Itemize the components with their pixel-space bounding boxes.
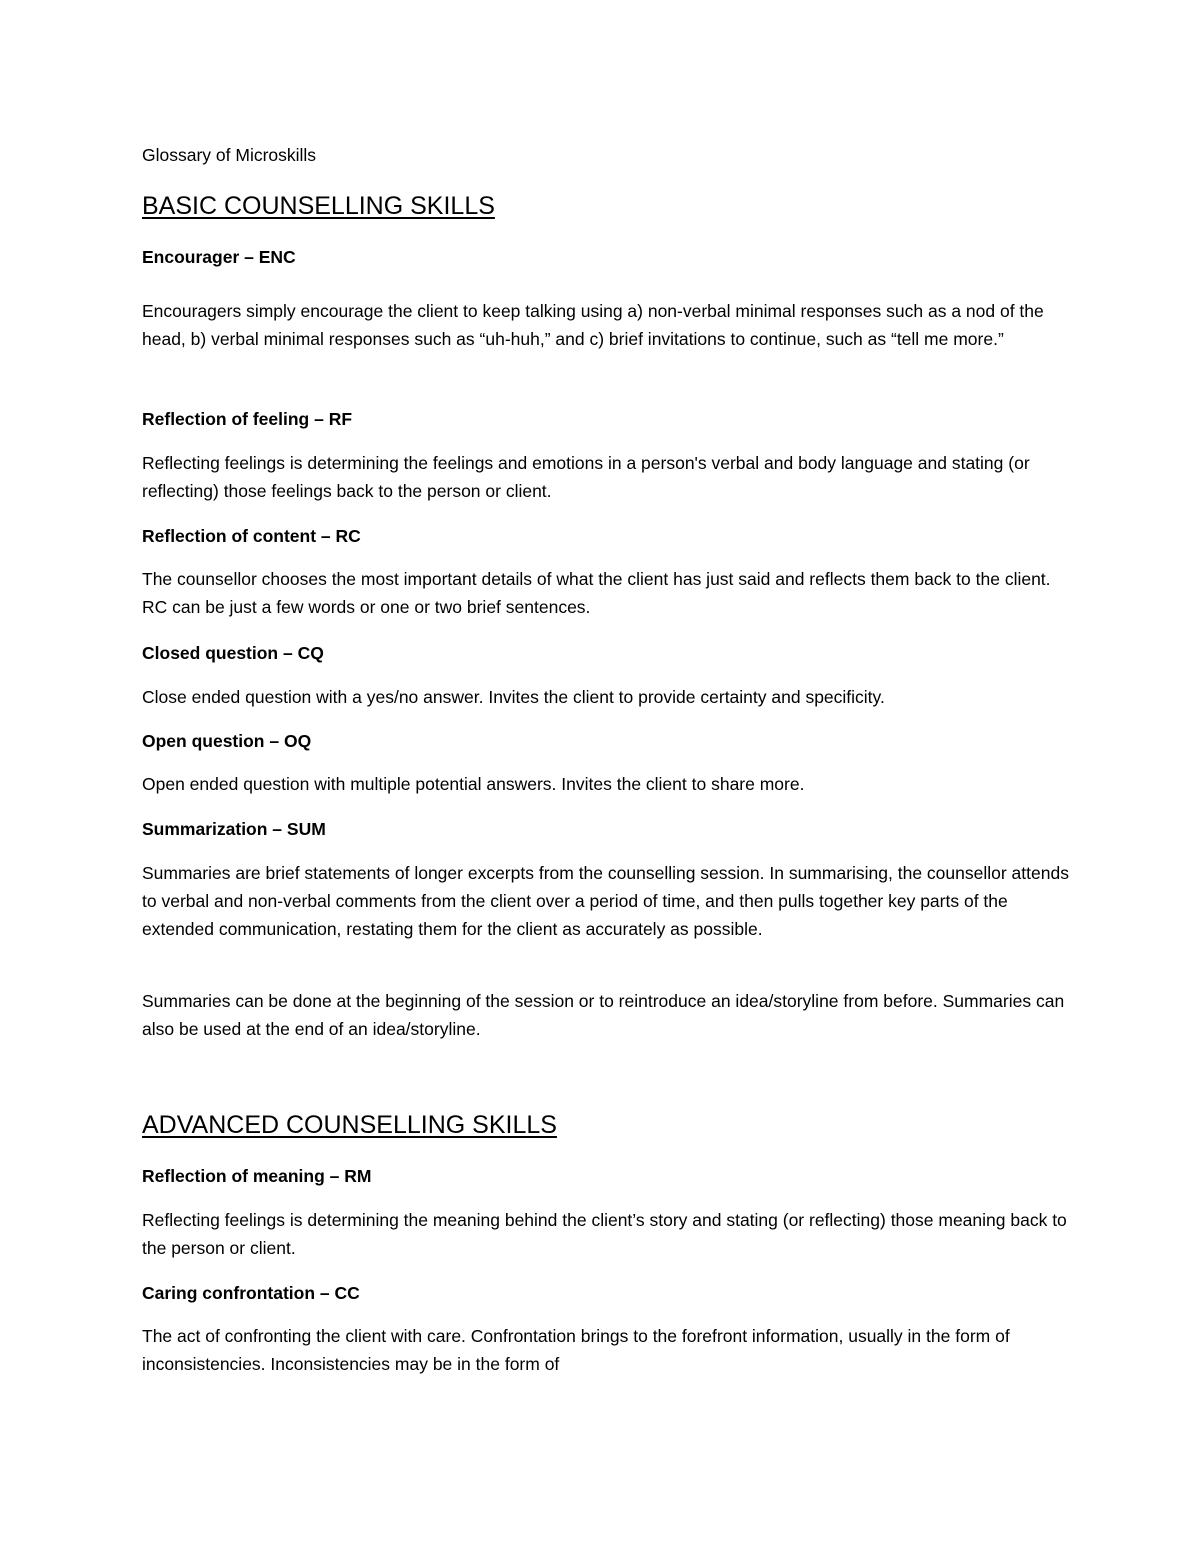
definition-encourager: Encouragers simply encourage the client to keep talking using a) non-verbal minimal responses such as a nod of the head, b) verbal minimal responses such as “uh-huh,” and c) brief invitations to continue, such as “tell me more.” [142, 301, 1044, 350]
term-open-question: Open question – OQ [142, 731, 312, 751]
definition-summarization: Summaries are brief statements of longer excerpts from the counselling session. In summarising, the counsellor attends to verbal and non-verbal comments from the client over a period of time, and then pulls together key parts of the extended communication, restating them for the client as accurately as possible. [142, 863, 1069, 940]
term-reflection-of-meaning: Reflection of meaning – RM [142, 1166, 372, 1186]
term-reflection-of-content: Reflection of content – RC [142, 526, 361, 546]
term-summarization: Summarization – SUM [142, 819, 326, 839]
definition-reflection-of-meaning: Reflecting feelings is determining the meaning behind the client’s story and stating (or reflecting) those meaning back to the person or client. [142, 1210, 1067, 1259]
definition-open-question: Open ended question with multiple potential answers. Invites the client to share more. [142, 774, 805, 794]
term-closed-question: Closed question – CQ [142, 643, 324, 663]
definition-caring-confrontation: The act of confronting the client with care. Confrontation brings to the forefront information, usually in the form of inconsistencies. Inconsistencies may be in the form of [142, 1326, 1010, 1375]
definition-reflection-of-feeling: Reflecting feelings is determining the feelings and emotions in a person's verbal and body language and stating (or reflecting) those feelings back to the person or client. [142, 453, 1030, 502]
definition-reflection-of-content: The counsellor chooses the most important details of what the client has just said and reflects them back to the client. RC can be just a few words or one or two brief sentences. [142, 569, 1051, 618]
basic-skills-heading: BASIC COUNSELLING SKILLS [142, 192, 495, 220]
advanced-skills-heading: ADVANCED COUNSELLING SKILLS [142, 1111, 557, 1139]
definition-closed-question: Close ended question with a yes/no answer. Invites the client to provide certainty and specificity. [142, 687, 885, 707]
term-caring-confrontation: Caring confrontation – CC [142, 1283, 360, 1303]
term-reflection-of-feeling: Reflection of feeling – RF [142, 409, 353, 429]
term-encourager: Encourager – ENC [142, 247, 296, 267]
document-title: Glossary of Microskills [142, 145, 317, 165]
definition-summarization-continued: Summaries can be done at the beginning of the session or to reintroduce an idea/storyline from before. Summaries can also be used at the end of an idea/storyline. [142, 991, 1065, 1040]
